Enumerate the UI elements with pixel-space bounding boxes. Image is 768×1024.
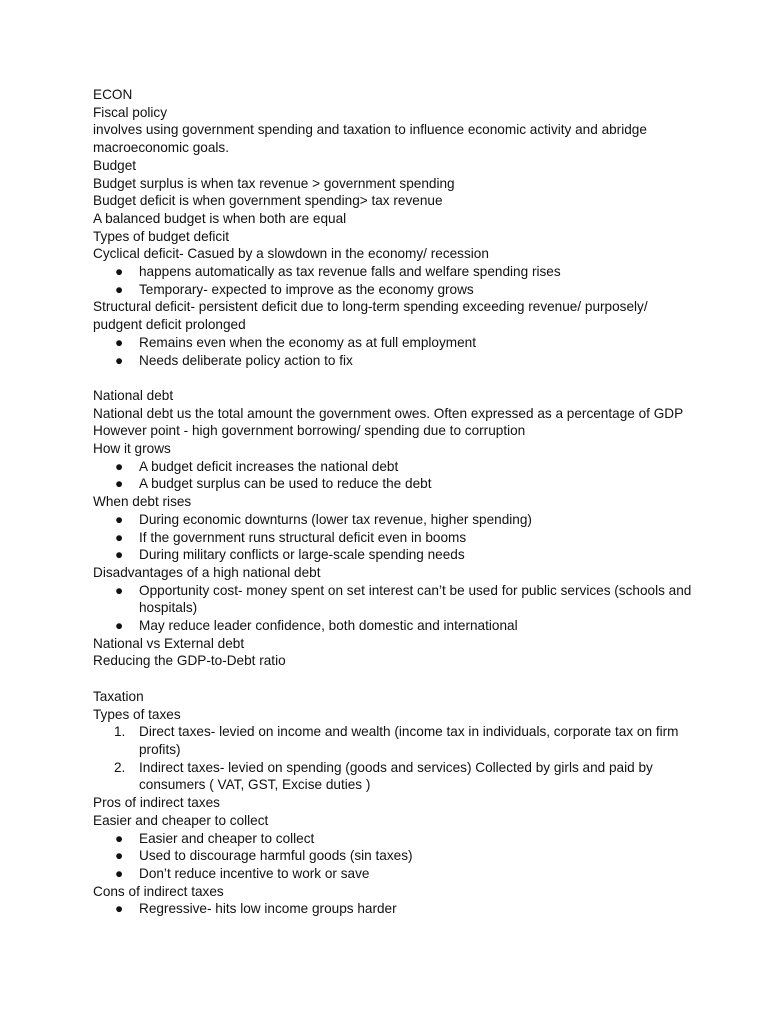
list-item	[93, 529, 693, 547]
list-item-text: Remains even when the economy as at full employment	[139, 334, 476, 350]
document-title: ECON	[93, 87, 133, 102]
bullet-icon: ●	[115, 547, 124, 563]
paragraph-spacer	[93, 369, 693, 387]
list-item	[93, 475, 693, 493]
list-item-text: Don’t reduce incentive to work or save	[139, 865, 370, 881]
list-item-text: May reduce leader confidence, both domestic and international	[139, 618, 518, 634]
how-it-grows-heading: How it grows	[93, 441, 171, 457]
list-item-text: Regressive- hits low income groups harder	[139, 901, 397, 917]
types-of-taxes-heading: Types of taxes	[93, 706, 181, 722]
taxation-heading: Taxation	[93, 688, 144, 704]
national-debt-heading: National debt	[93, 387, 174, 403]
national-debt-definition: National debt us the total amount the government owes. Often expressed as a percentage of GDP	[93, 405, 684, 421]
document-page	[93, 86, 693, 918]
list-item	[93, 281, 693, 299]
list-item-text: During military conflicts or large-scale spending needs	[139, 547, 465, 563]
list-item	[93, 458, 693, 476]
national-vs-external-text: National vs External debt	[93, 635, 245, 651]
paragraph-spacer	[93, 670, 693, 688]
cyclical-deficit-text: Cyclical deficit- Casued by a slowdown in the economy/ recession	[93, 246, 489, 262]
list-item-text: Needs deliberate policy action to fix	[139, 352, 353, 368]
list-item	[93, 263, 693, 281]
bullet-icon: ●	[115, 618, 124, 634]
bullet-icon: ●	[115, 830, 124, 846]
reducing-ratio-text: Reducing the GDP-to-Debt ratio	[93, 653, 286, 669]
list-item-text: During economic downturns (lower tax revenue, higher spending)	[139, 511, 532, 527]
list-item	[93, 847, 693, 865]
numbered-list-item	[93, 723, 693, 758]
bullet-icon: ●	[115, 582, 124, 598]
bullet-icon: ●	[115, 352, 124, 368]
list-item	[93, 582, 693, 617]
budget-deficit-text: Budget deficit is when government spending> tax revenue	[93, 193, 443, 209]
list-item-text: A budget deficit increases the national debt	[139, 458, 399, 474]
list-item-text: Temporary- expected to improve as the economy grows	[139, 281, 474, 297]
list-number: 2.	[114, 759, 126, 775]
list-item-text: Direct taxes- levied on income and wealth (income tax in individuals, corporate tax on firm profits)	[139, 724, 679, 757]
list-item-text: Opportunity cost- money spent on set interest can’t be used for public services (schools and hospitals)	[139, 582, 692, 616]
list-item	[93, 334, 693, 352]
list-item	[93, 865, 693, 883]
bullet-icon: ●	[115, 848, 124, 864]
list-item-text: A budget surplus can be used to reduce the debt	[139, 476, 432, 492]
list-item-text: Used to discourage harmful goods (sin taxes)	[139, 848, 413, 864]
list-item-text: happens automatically as tax revenue falls and welfare spending rises	[139, 264, 561, 280]
deficit-types-heading: Types of budget deficit	[93, 228, 230, 244]
cons-heading: Cons of indirect taxes	[93, 883, 224, 899]
bullet-icon: ●	[115, 334, 124, 350]
bullet-icon: ●	[115, 865, 124, 881]
list-number: 1.	[114, 724, 126, 740]
list-item	[93, 546, 693, 564]
budget-surplus-text: Budget surplus is when tax revenue > government spending	[93, 175, 455, 191]
bullet-icon: ●	[115, 476, 124, 492]
budget-heading: Budget	[93, 157, 137, 173]
pros-heading: Pros of indirect taxes	[93, 795, 220, 811]
pros-first-line: Easier and cheaper to collect	[93, 812, 269, 828]
list-item	[93, 830, 693, 848]
list-item-text: Indirect taxes- levied on spending (goods and services) Collected by girls and paid by consumers ( VAT, GST, Excise duties )	[139, 759, 653, 793]
list-item	[93, 352, 693, 370]
list-item	[93, 511, 693, 529]
fiscal-definition: involves using government spending and taxation to influence economic activity and abridge macroeconomic goals.	[93, 122, 647, 156]
bullet-icon: ●	[115, 281, 124, 297]
numbered-list-item	[93, 759, 693, 794]
bullet-icon: ●	[115, 511, 124, 527]
list-item-text: If the government runs structural deficit even in booms	[139, 529, 467, 545]
balanced-budget-text: A balanced budget is when both are equal	[93, 210, 347, 226]
structural-deficit-text: Structural deficit- persistent deficit due to long-term spending exceeding revenue/ purposely/ pudgent deficit prolonged	[93, 299, 648, 333]
list-item	[93, 900, 693, 918]
bullet-icon: ●	[115, 529, 124, 545]
bullet-icon: ●	[115, 901, 124, 917]
list-item-text: Easier and cheaper to collect	[139, 830, 315, 846]
disadvantages-heading: Disadvantages of a high national debt	[93, 564, 321, 580]
bullet-icon: ●	[115, 264, 124, 280]
fiscal-heading: Fiscal policy	[93, 104, 168, 120]
however-point-text: However point - high government borrowing/ spending due to corruption	[93, 423, 526, 439]
bullet-icon: ●	[115, 458, 124, 474]
when-debt-rises-heading: When debt rises	[93, 494, 192, 510]
list-item	[93, 617, 693, 635]
